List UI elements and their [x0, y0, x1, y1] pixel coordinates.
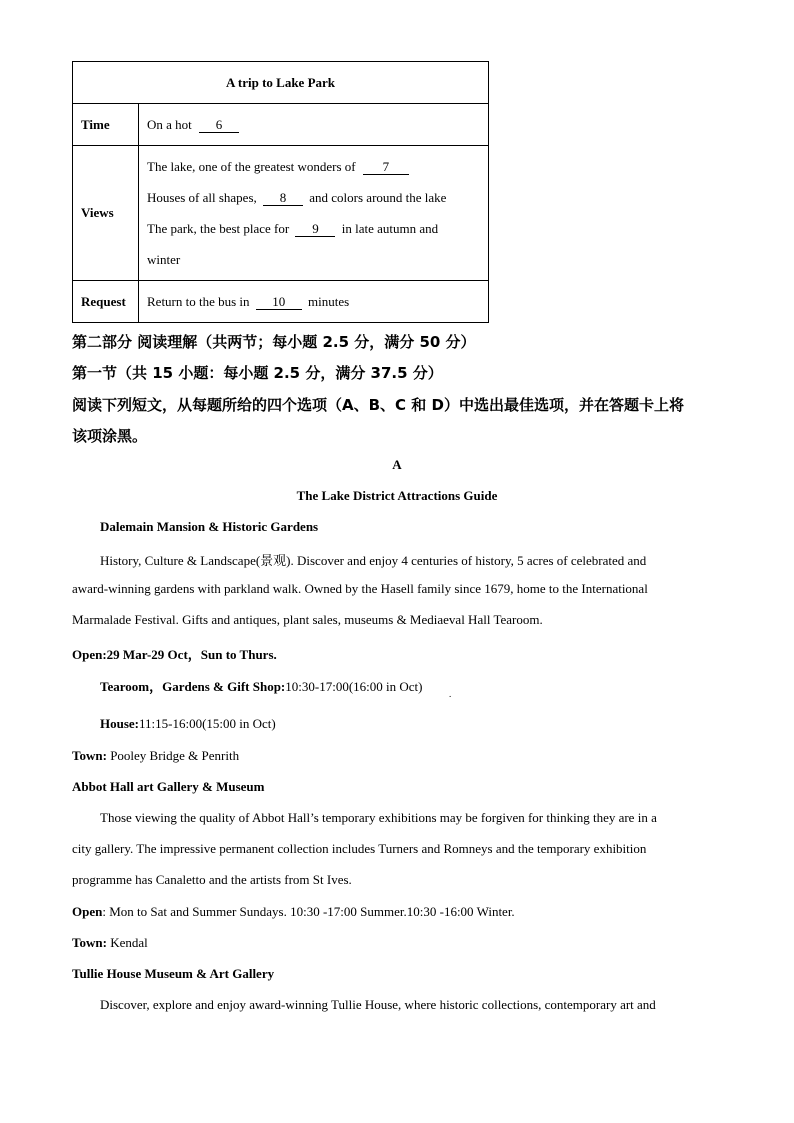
- abbot-open-value: : Mon to Sat and Summer Sundays. 10:30 -17:00 Summer.10:30 -16:00 Winter.: [102, 904, 515, 919]
- dalemain-p2: award-winning gardens with parkland walk. Owned by the Hasell family since 1679, home to the International: [72, 581, 648, 596]
- view-line-1: [147, 151, 480, 182]
- view2-text-a: Houses of all shapes,: [147, 190, 257, 205]
- request-text-b: minutes: [308, 293, 350, 309]
- view-line-4: winter: [147, 252, 181, 267]
- abbot-open-label: Open: [72, 904, 103, 919]
- house-label: House:: [100, 716, 139, 731]
- dalemain-p1: History, Culture & Landscape(景观). Discover and enjoy 4 centuries of history, 5 acres of celebrated and: [100, 553, 647, 568]
- stray-dot: .: [449, 689, 452, 699]
- abbot-open: [72, 904, 515, 920]
- abbot-town: [72, 935, 148, 951]
- abbot-p3: programme has Canaletto and the artists from St Ives.: [72, 872, 352, 887]
- views-label: Views: [73, 146, 139, 281]
- instruction-line-2: 该项涂黑。: [72, 427, 148, 445]
- dalemain-town: [72, 748, 239, 764]
- view1-text: The lake, one of the greatest wonders of: [147, 159, 356, 174]
- abbot-p1: Those viewing the quality of Abbot Hall’s temporary exhibitions may be forgiven for thinking they are in a: [100, 810, 657, 825]
- passage-title: The Lake District Attractions Guide: [296, 488, 498, 503]
- abbot-town-label: Town:: [72, 935, 107, 950]
- time-text: On a hot: [147, 116, 192, 132]
- part2-heading: 第二部分 阅读理解（共两节；每小题 2.5 分，满分 50 分）: [72, 333, 476, 351]
- town-label: Town:: [72, 748, 107, 763]
- view3-text-b: in late autumn and: [341, 221, 439, 236]
- house-time: 11:15-16:00(15:00 in Oct): [139, 716, 276, 731]
- views-cell: [139, 146, 489, 281]
- view2-text-b: and colors around the lake: [309, 190, 447, 205]
- tullie-p1: Discover, explore and enjoy award-winning Tullie House, where historic collections, contemporary art and: [100, 997, 656, 1012]
- blank-10: 10: [256, 295, 302, 310]
- time-cell: [139, 104, 489, 146]
- blank-6: 6: [199, 118, 239, 133]
- abbot-p2: city gallery. The impressive permanent collection includes Turners and Romneys and the temporary exhibition: [72, 841, 647, 856]
- abbot-town-value: Kendal: [106, 935, 148, 950]
- dalemain-p3: Marmalade Festival. Gifts and antiques, plant sales, museums & Mediaeval Hall Tearoom.: [72, 612, 543, 627]
- trip-table: [72, 61, 489, 323]
- blank-8: 8: [263, 191, 303, 206]
- blank-7: 7: [363, 160, 409, 175]
- request-label: Request: [73, 281, 139, 323]
- dalemain-open: Open:29 Mar-29 Oct，Sun to Thurs.: [72, 647, 277, 662]
- abbot-heading: Abbot Hall art Gallery & Museum: [72, 779, 265, 794]
- tearoom-label: Tearoom，Gardens & Gift Shop:: [100, 679, 286, 694]
- view3-text-a: The park, the best place for: [147, 221, 290, 236]
- view-line-2: [147, 182, 480, 213]
- dalemain-house: [100, 716, 276, 732]
- table-title: A trip to Lake Park: [73, 62, 489, 104]
- time-label: Time: [73, 104, 139, 146]
- tullie-heading: Tullie House Museum & Art Gallery: [72, 966, 275, 981]
- section1-heading: 第一节（共 15 小题：每小题 2.5 分，满分 37.5 分）: [72, 364, 443, 382]
- town-value: Pooley Bridge & Penrith: [106, 748, 240, 763]
- view-line-3: [147, 213, 480, 244]
- blank-9: 9: [295, 222, 335, 237]
- request-text-a: Return to the bus in: [147, 293, 250, 309]
- dalemain-heading: Dalemain Mansion & Historic Gardens: [100, 519, 319, 534]
- tearoom-time: 10:30-17:00(16:00 in Oct): [285, 679, 423, 694]
- passage-letter: A: [392, 457, 402, 472]
- request-cell: [139, 281, 489, 323]
- dalemain-tearoom: [100, 676, 422, 695]
- instruction-line-1: 阅读下列短文，从每题所给的四个选项（A、B、C 和 D）中选出最佳选项，并在答题卡上将: [72, 396, 684, 414]
